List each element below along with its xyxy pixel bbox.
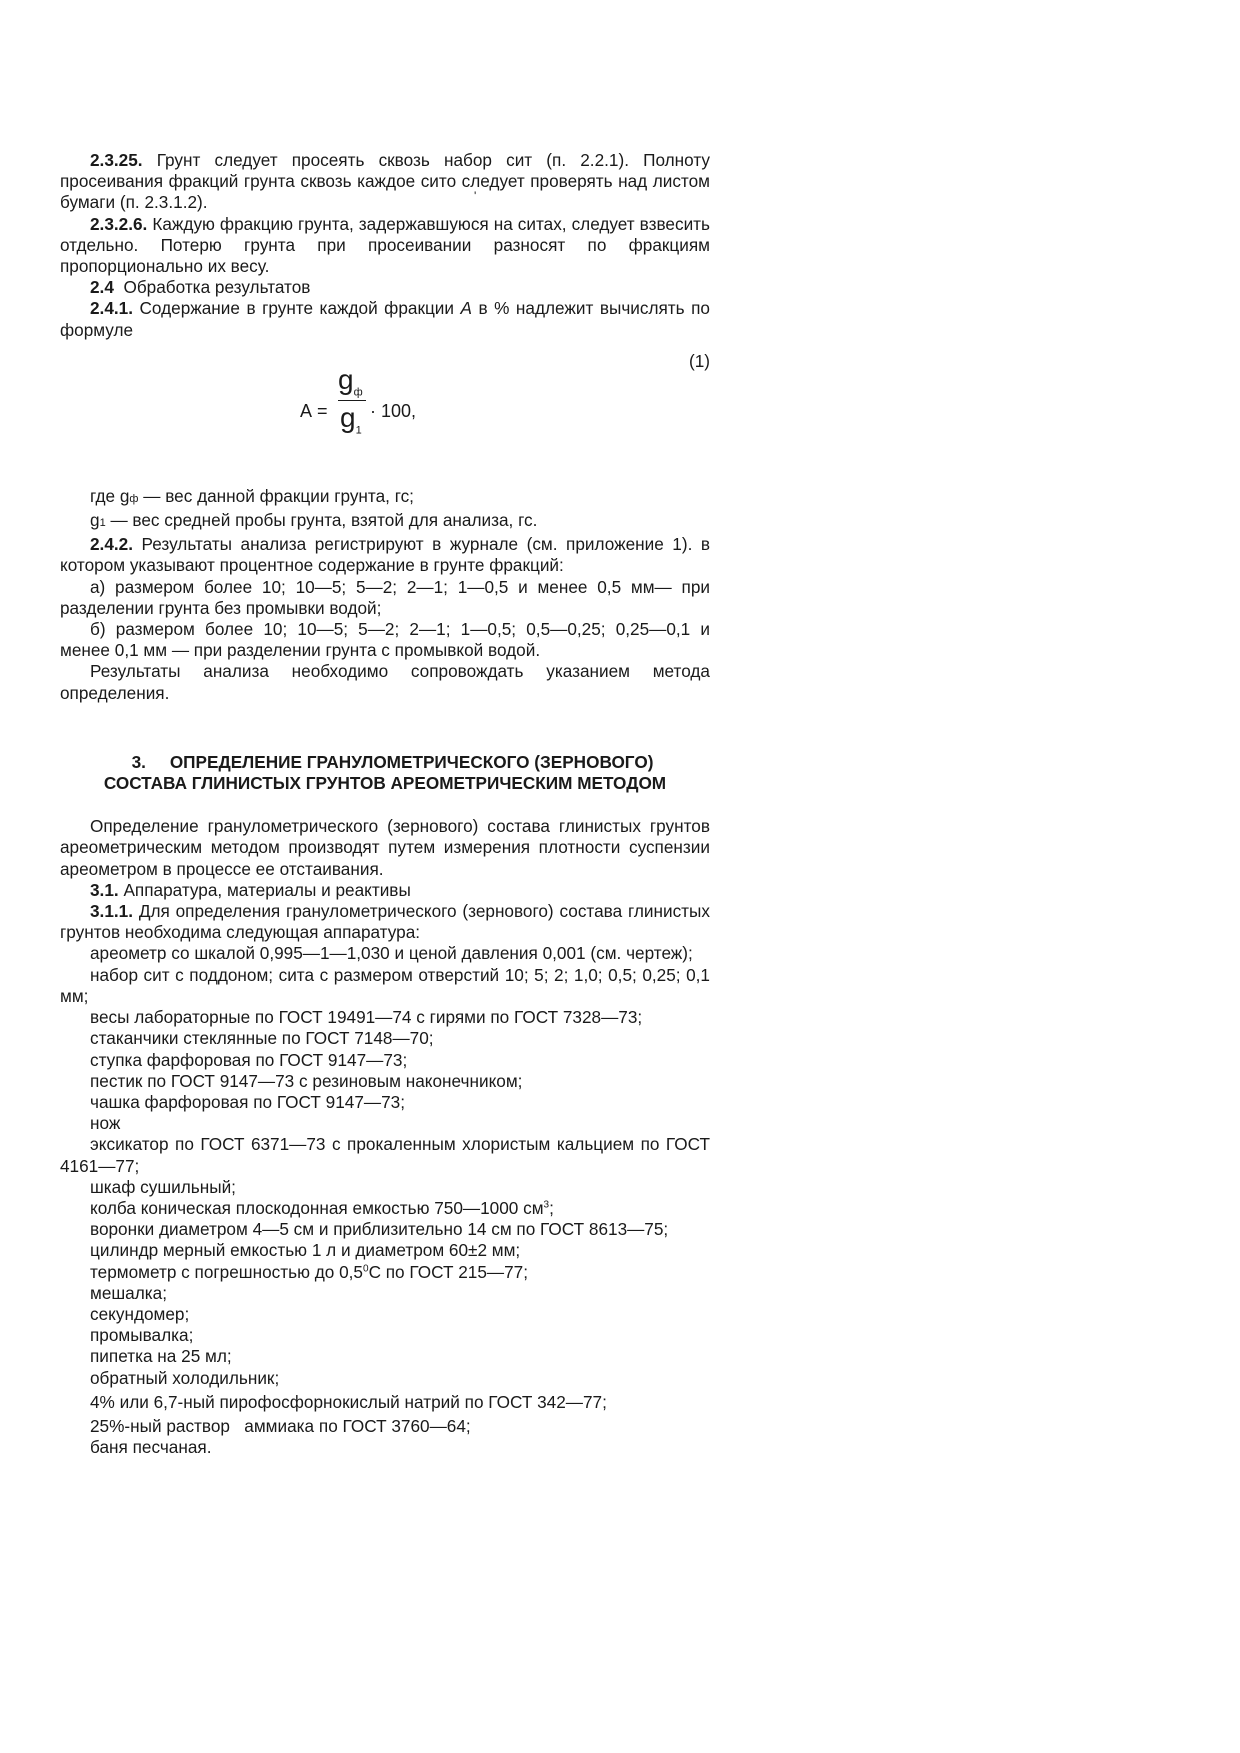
paragraph-results: Результаты анализа необходимо сопровождать указанием метода определения.	[60, 661, 710, 703]
list-item: мешалка;	[90, 1282, 167, 1303]
paragraph-3-1-1	[60, 901, 710, 943]
list-item: пипетка на 25 мл;	[90, 1346, 232, 1367]
superscript: 3	[543, 1199, 550, 1211]
section-2-4-heading	[60, 277, 710, 298]
list-item: шкаф сушильный;	[90, 1176, 236, 1197]
list-item: нож	[90, 1113, 121, 1134]
paragraph-2-4-1	[60, 298, 710, 340]
denominator-symbol: g	[340, 401, 356, 433]
stray-mark: '	[474, 189, 477, 203]
where-prefix: где	[90, 485, 120, 506]
paragraph-text: Каждую фракцию грунта, задержавшуюся на ситах, следует взвесить отдельно. Потерю грунта при просеивании разносят по фракциям пропорционально их весу.	[60, 213, 710, 277]
list-item: баня песчаная.	[90, 1437, 212, 1458]
paragraph-text: Для определения гранулометрического (зернового) состава глинистых грунтов необходима следующая аппаратура:	[60, 901, 710, 943]
list-item: обратный холодильник;	[90, 1367, 280, 1388]
symbol: g	[90, 510, 100, 531]
denominator-subscript: 1	[355, 424, 362, 437]
list-item: воронки диаметром 4—5 см и приблизительно 14 см по ГОСТ 8613—75;	[90, 1219, 669, 1240]
list-item-b: б) размером более 10; 10—5; 5—2; 2—1; 1—0,5; 0,5—0,25; 0,25—0,1 и менее 0,1 мм — при разделении грунта с промывкой водой.	[60, 619, 710, 661]
symbol-subscript: 1	[99, 517, 106, 530]
clause-number: 2.4.2.	[90, 534, 134, 555]
clause-number: 3.1.1.	[90, 901, 134, 922]
definition-text: — вес средней пробы грунта, взятой для анализа, гс.	[105, 510, 538, 531]
list-item-a: а) размером более 10; 10—5; 5—2; 2—1; 1—0,5 и менее 0,5 мм— при разделении грунта без промывки водой;	[60, 576, 710, 618]
item-text: термометр с погрешностью до 0,5	[90, 1261, 363, 1282]
list-item: ареометр со шкалой 0,995—1—1,030 и ценой давления 0,001 (см. чертеж);	[90, 943, 693, 964]
list-item-thermometer	[60, 1262, 710, 1283]
superscript: 0	[363, 1262, 369, 1274]
list-item: стаканчики стеклянные по ГОСТ 7148—70;	[90, 1028, 434, 1049]
symbol-subscript: ф	[129, 492, 139, 505]
list-item: ступка фарфоровая по ГОСТ 9147—73;	[90, 1049, 408, 1070]
heading-text: Обработка результатов	[113, 277, 311, 298]
heading-text: Аппаратура, материалы и реактивы	[118, 879, 411, 900]
paragraph-2-3-25	[60, 150, 710, 214]
variable-a: А	[460, 298, 472, 319]
numerator-symbol: g	[338, 363, 354, 395]
formula-rhs: · 100,	[370, 400, 417, 421]
list-item-flask	[60, 1198, 710, 1219]
numerator-subscript: ф	[353, 386, 363, 399]
formula-denominator	[340, 401, 362, 448]
paragraph-text: в % надлежит вычислять по формуле	[60, 298, 710, 340]
equation-number: (1)	[688, 350, 710, 371]
clause-number: 3.1.	[90, 879, 119, 900]
paragraph-2-3-2-6	[60, 214, 710, 278]
list-item: эксикатор по ГОСТ 6371—73 с прокаленным хлористым кальцием по ГОСТ 4161—77;	[60, 1134, 710, 1176]
document-page	[60, 150, 710, 1458]
heading-line-2: СОСТАВА ГЛИНИСТЫХ ГРУНТОВ АРЕОМЕТРИЧЕСКИМ МЕТОДОМ	[103, 773, 667, 794]
list-item: весы лабораторные по ГОСТ 19491—74 с гирями по ГОСТ 7328—73;	[90, 1007, 643, 1028]
clause-number: 2.3.25.	[90, 150, 143, 170]
item-tail: ;	[549, 1197, 554, 1218]
item-tail: С по ГОСТ 215—77;	[368, 1261, 528, 1282]
list-item: секундомер;	[90, 1303, 190, 1324]
clause-number: 2.3.2.6.	[90, 213, 148, 234]
clause-number: 2.4	[90, 277, 114, 298]
list-item: 25%-ный раствор аммиака по ГОСТ 3760—64;	[90, 1415, 471, 1436]
section-3-1-heading	[60, 880, 710, 901]
symbol: g	[119, 485, 130, 506]
paragraph-text: Содержание в грунте каждой фракции	[133, 298, 461, 319]
where-line-2	[60, 510, 710, 534]
paragraph-text: Результаты анализа регистрируют в журнале (см. приложение 1). в котором указывают процентное содержание в грунте фракций:	[60, 534, 710, 576]
heading-line-1: ОПРЕДЕЛЕНИЕ ГРАНУЛОМЕТРИЧЕСКОГО (ЗЕРНОВОГО)	[169, 751, 654, 772]
section-3-heading	[60, 752, 710, 794]
clause-number: 2.4.1.	[90, 298, 134, 319]
list-item: промывалка;	[90, 1325, 194, 1346]
list-item: 4% или 6,7-ный пирофосфорнокислый натрий по ГОСТ 342—77;	[90, 1391, 607, 1412]
definition-text: — вес данной фракции грунта, гс;	[138, 485, 414, 506]
paragraph-intro-3: Определение гранулометрического (зернового) состава глинистых грунтов ареометрическим методом производят путем измерения плотности суспензии ареометром в процессе ее отстаивания.	[60, 816, 710, 879]
list-item: набор сит с поддоном; сита с размером отверстий 10; 5; 2; 1,0; 0,5; 0,25; 0,1 мм;	[60, 964, 710, 1006]
paragraph-text: Грунт следует просеять сквозь набор сит (п. 2.2.1). Полноту просеивания фракций грунта сквозь каждое сито следует проверять над листом бумаги (п. 2.3.1.2).	[60, 150, 710, 213]
section-number: 3.	[131, 751, 146, 772]
paragraph-2-4-2	[60, 534, 710, 576]
list-item: чашка фарфоровая по ГОСТ 9147—73;	[90, 1091, 405, 1112]
list-item: цилиндр мерный емкостью 1 л и диаметром 60±2 мм;	[90, 1240, 521, 1261]
formula-block	[60, 341, 710, 486]
list-item: пестик по ГОСТ 9147—73 с резиновым наконечником;	[90, 1070, 523, 1091]
item-text: колба коническая плоскодонная емкостью 750—1000 см	[90, 1197, 544, 1218]
formula-lhs: А =	[300, 400, 328, 421]
where-line-1	[60, 486, 710, 510]
